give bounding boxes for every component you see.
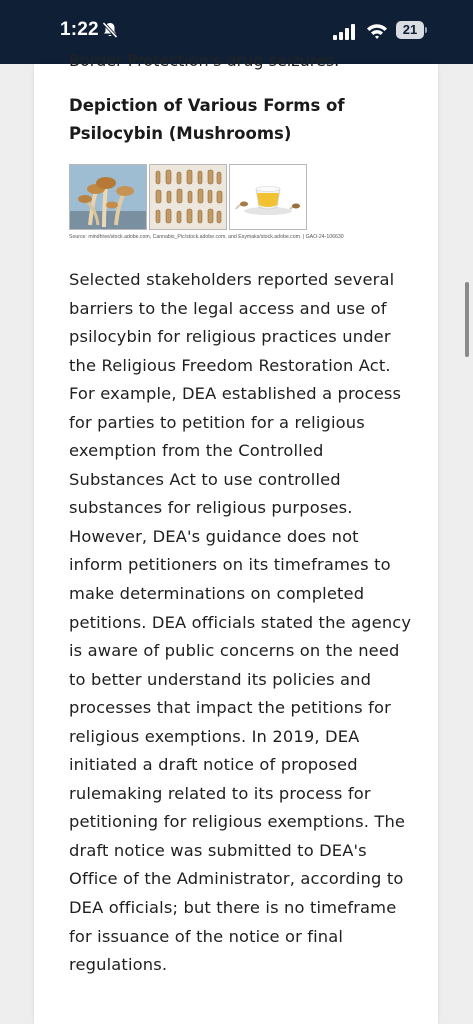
status-time: 1:22	[60, 19, 99, 40]
figure-source: Source: mindhive/stock.adobe.com, Cannabis_Pic/stock.adobe.com, and Esymaks/stock.adobe.com. | GAO-24-106630	[69, 234, 344, 240]
cellular-signal-icon	[333, 24, 357, 40]
battery-level: 21	[396, 21, 424, 39]
bell-slash-icon	[101, 21, 119, 39]
battery-tip	[425, 27, 427, 33]
dried-mushroom-pieces-photo[interactable]	[149, 164, 227, 230]
clipped-previous-line: Border Protection's drug seizures.	[69, 51, 340, 70]
wifi-icon	[366, 22, 388, 40]
battery-icon	[396, 21, 428, 39]
mushrooms-photo[interactable]	[69, 164, 147, 230]
article-card	[34, 51, 438, 1024]
mushroom-tea-photo[interactable]	[229, 164, 307, 230]
scrollbar[interactable]	[465, 282, 469, 357]
article-body-paragraph: Selected stakeholders reported several barriers to the legal access and use of psilocybin for religious practices under the Religious Freedom Restoration Act. For example, DEA established a process for parties to petition for a religious exemption from the Controlled Substances Act to use controlled substances for religious purposes. However, DEA's guidance does not inform petitioners on its timeframes to make determinations on completed petitions. DEA officials stated the agency is aware of public concerns on the need to better understand its policies and processes that impact the petitions for religious exemptions. In 2019, DEA initiated a draft notice of proposed rulemaking related to its process for petitioning for religious exemptions. The draft notice was submitted to DEA's Office of the Administrator, according to DEA officials; but there is no timeframe for issuance of the notice or final regulations.	[69, 270, 412, 975]
figure-title: Depiction of Various Forms of Psilocybin (Mushrooms)	[69, 96, 345, 143]
